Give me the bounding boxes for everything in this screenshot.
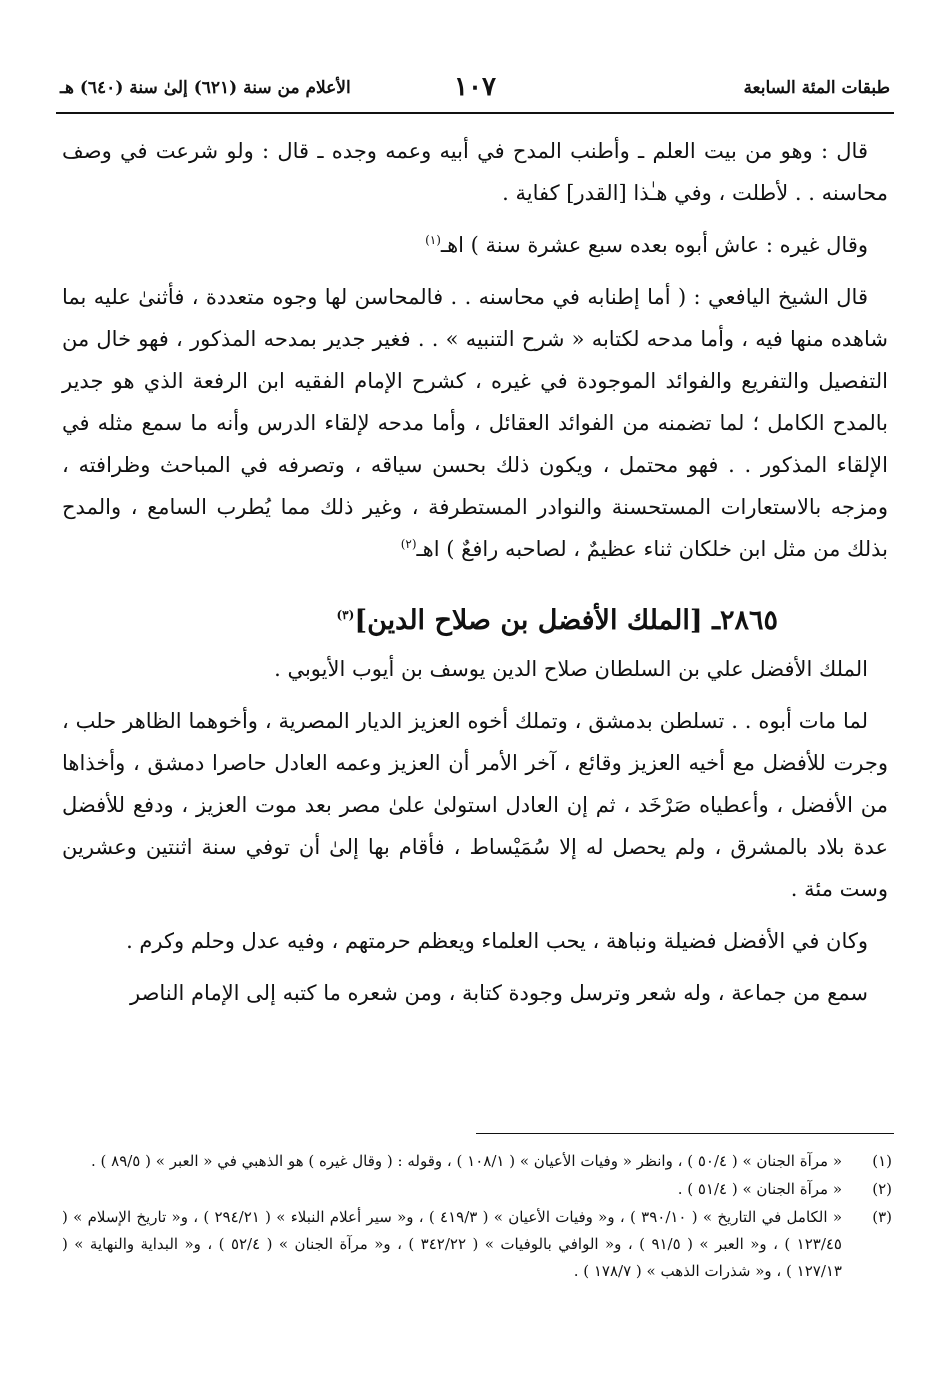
main-text [62, 130, 888, 1024]
footnote-number: (٢) [872, 1180, 892, 1198]
page-number: ١٠٧ [454, 72, 496, 102]
paragraph-7 [62, 972, 888, 1014]
paragraph-5-text: لما مات أبوه . . تسلطن بدمشق ، وتملك أخوه العزيز الديار المصرية ، وأخوهما الظاهر حلب ، وجرت للأفضل مع أخيه العزيز وقائع ، آخر الأمر أن العزيز وعمه العادل حاصرا دمشق ، وأخذاها من الأفضل ، وأعطياه صَرْخَد ، ثم إن العادل استولىٰ علىٰ مصر بعد موت العزيز ، ودفع للأفضل عدة بلاد بالمشرق ، ولم يحصل له إلا سُمَيْساط ، فأقام بها إلىٰ أن توفي سنة اثنتين وعشرين وست مئة . [62, 709, 888, 901]
footnote-ref-1: (١) [425, 233, 441, 247]
paragraph-2 [62, 224, 888, 266]
book-title: طبقات المئة السابعة [743, 78, 890, 98]
footnote-1 [62, 1148, 892, 1175]
footnote-ref-2: (٢) [400, 537, 417, 551]
paragraph-3 [62, 276, 888, 570]
footnote-text: « الكامل في التاريخ » ( ٣٩٠/١٠ ) ، و« وفيات الأعيان » ( ٤١٩/٣ ) ، و« سير أعلام النبلاء » ( ٢٩٤/٢١ ) ، و« تاريخ الإسلام » ( ١٢٣/٤٥ ) ، و« العبر » ( ٩١/٥ ) ، و« الوافي بالوفيات » ( ٣٤٢/٢٢ ) ، و« مرآة الجنان » ( ٥٢/٤ ) ، و« البداية والنهاية » ( ١٢٧/١٣ ) ، و« شذرات الذهب » ( ١٧٨/٧ ) . [62, 1208, 842, 1280]
footnote-text: « مرآة الجنان » ( ٥١/٤ ) . [677, 1180, 842, 1198]
footnote-3 [62, 1204, 892, 1285]
footnote-number: (١) [872, 1152, 892, 1170]
paragraph-3-text: قال الشيخ اليافعي : ( أما إطنابه في محاسنه . . فالمحاسن لها وجوه متعددة ، فأثنىٰ عليه بما شاهده منها فيه ، وأما مدحه لكتابه « شرح التنبيه » . . فغير جدير بمدحه المذكور ، فهو خال من التفصيل والتفريع والفوائد الموجودة في غيره ، كشرح الإمام الفقيه ابن الرفعة الذي هو جدير بالمدح الكامل ؛ لما تضمنه من الفوائد العقائل ، وأما مدحه لإلقاء الدرس وأنه ما سمع مثله في الإلقاء المذكور . . فهو محتمل ، ويكون ذلك بحسن سياقه ، وتصرفه في المباحث وظرافته ، ومزجه بالاستعارات المستحسنة والنوادر المستطرفة ، وغير ذلك مما يُطرب السامع ، والمدح بذلك من مثل ابن خلكان ثناء عظيمٌ ، لصاحبه رافعٌ ) اهـ [62, 285, 888, 561]
footnote-2 [62, 1176, 892, 1203]
footnote-ref-3: (٣) [336, 608, 355, 622]
entry-heading-text: ٢٨٦٥ـ [الملك الأفضل بن صلاح الدين] [354, 605, 778, 636]
footnote-text: « مرآة الجنان » ( ٥٠/٤ ) ، وانظر « وفيات الأعيان » ( ١٠٨/١ ) ، وقوله : ( وقال غيره ) هو الذهبي في « العبر » ( ٨٩/٥ ) . [90, 1152, 842, 1170]
section-range-title: الأعلام من سنة (٦٢١) إلىٰ سنة (٦٤٠) هـ [60, 78, 351, 98]
footnotes [62, 1148, 892, 1286]
paragraph-7-text: سمع من جماعة ، وله شعر وترسل وجودة كتابة ، ومن شعره ما كتبه إلى الإمام الناصر [129, 981, 868, 1005]
paragraph-1 [62, 130, 888, 214]
footnote-number: (٣) [872, 1208, 892, 1226]
paragraph-5 [62, 700, 888, 910]
paragraph-6-text: وكان في الأفضل فضيلة ونباهة ، يحب العلماء ويعظم حرمتهم ، وفيه عدل وحلم وكرم . [126, 929, 868, 953]
entry-heading [62, 600, 888, 642]
paragraph-1-text: قال : وهو من بيت العلم ـ وأطنب المدح في أبيه وعمه وجده ـ قال : ولو شرعت في وصف محاسنه . . لأطلت ، وفي هـٰذا [القدر] كفاية . [62, 139, 888, 205]
paragraph-4 [62, 648, 888, 690]
paragraph-6 [62, 920, 888, 962]
paragraph-4-text: الملك الأفضل علي بن السلطان صلاح الدين يوسف بن أيوب الأيوبي . [274, 657, 868, 681]
footnote-divider [476, 1133, 894, 1134]
paragraph-2-text: وقال غيره : عاش أبوه بعده سبع عشرة سنة ) اهـ [440, 233, 868, 257]
header-divider [56, 112, 894, 114]
running-header [60, 74, 890, 108]
